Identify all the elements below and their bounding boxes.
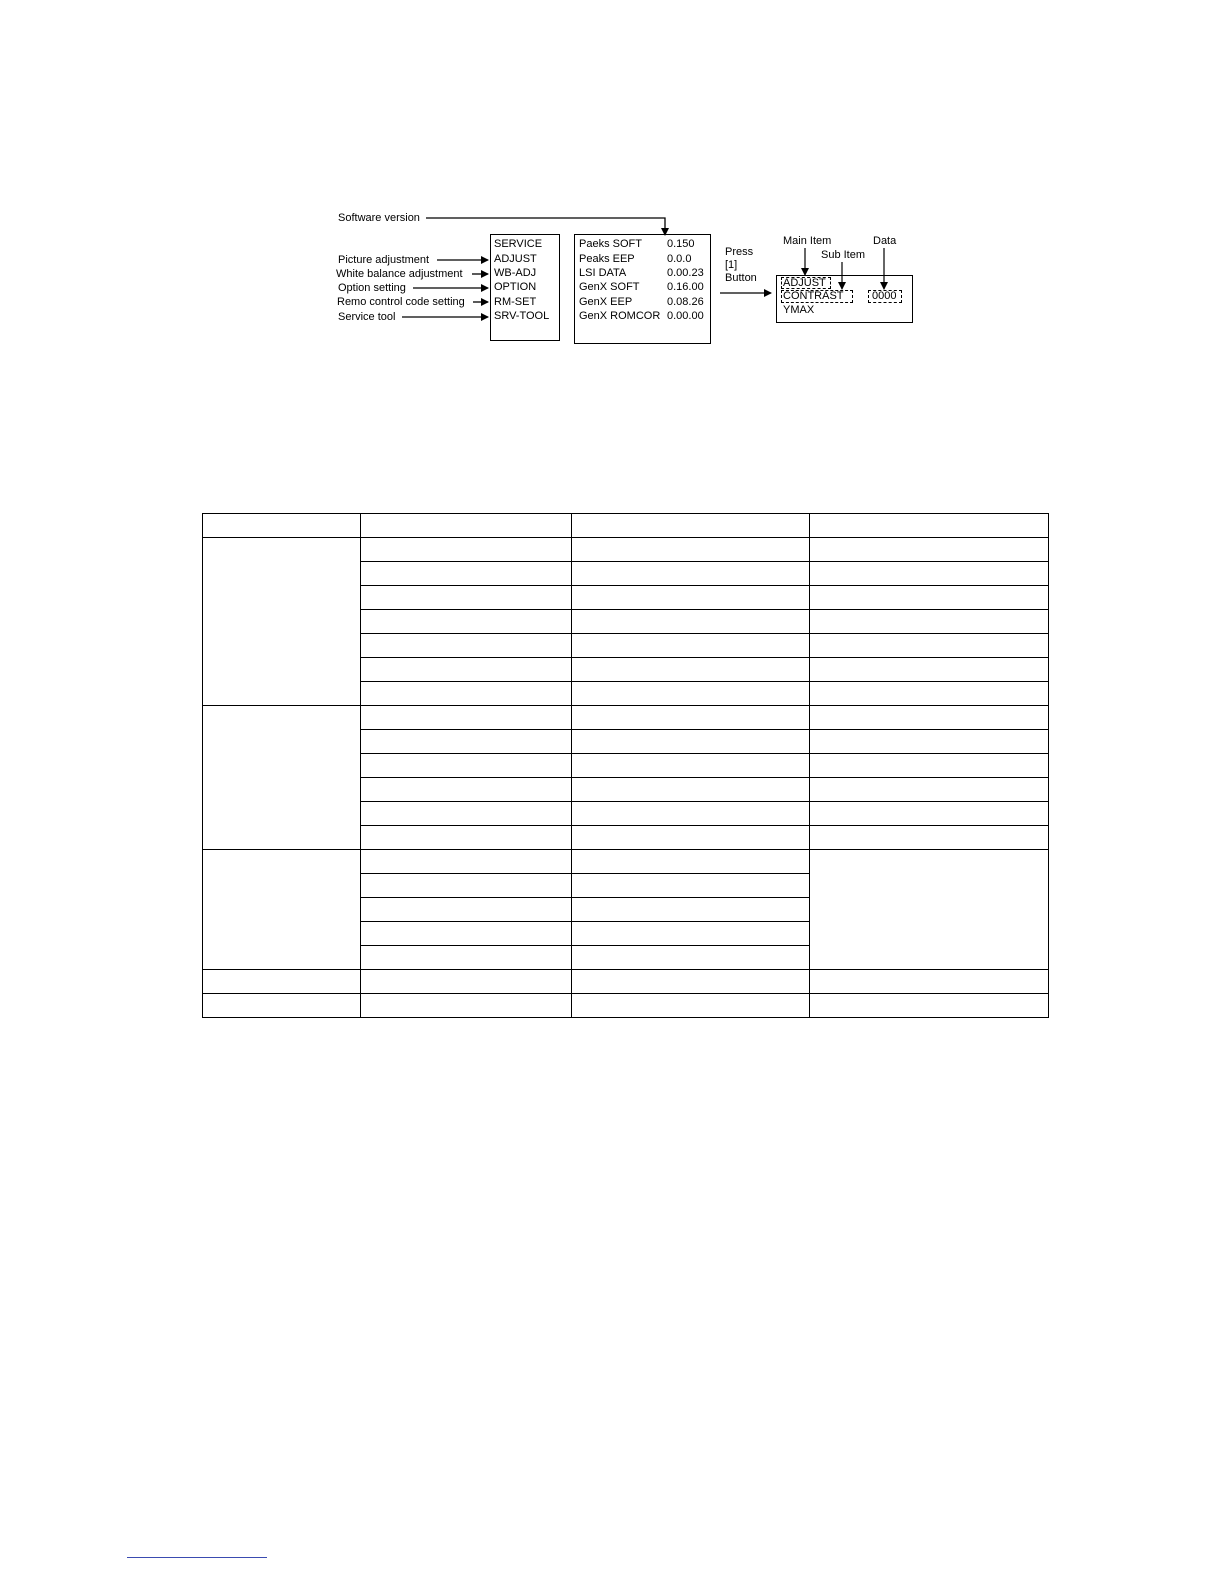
table-row bbox=[203, 994, 1049, 1018]
software-version-arrow bbox=[426, 218, 665, 235]
version-name: LSI DATA bbox=[579, 267, 627, 279]
version-name: GenX ROMCOR bbox=[579, 310, 661, 322]
screen-next-item: YMAX bbox=[783, 304, 815, 316]
screen-main-item: ADJUST bbox=[783, 277, 826, 289]
screen-data: 0000 bbox=[872, 290, 897, 302]
press-key-label: [1] bbox=[725, 259, 738, 271]
option-setting-label: Option setting bbox=[338, 282, 406, 294]
version-value: 0.00.00 bbox=[667, 310, 704, 322]
version-value: 0.150 bbox=[667, 238, 695, 250]
service-tool-label: Service tool bbox=[338, 311, 396, 323]
main-item-label: Main Item bbox=[783, 235, 832, 247]
footer-link-underline bbox=[127, 1557, 267, 1558]
version-name: GenX EEP bbox=[579, 296, 633, 308]
version-name: Peaks EEP bbox=[579, 253, 635, 265]
table-row bbox=[203, 706, 1049, 730]
service-menu-option: OPTION bbox=[494, 281, 537, 293]
version-value: 0.00.23 bbox=[667, 267, 704, 279]
data-label: Data bbox=[873, 235, 897, 247]
service-menu-title: SERVICE bbox=[494, 238, 543, 250]
picture-adjustment-label: Picture adjustment bbox=[338, 254, 430, 266]
press-label: Press bbox=[725, 246, 754, 258]
sub-item-label: Sub Item bbox=[821, 249, 866, 261]
service-menu-rm-set: RM-SET bbox=[494, 296, 537, 308]
remo-control-label: Remo control code setting bbox=[337, 296, 465, 308]
version-name: GenX SOFT bbox=[579, 281, 640, 293]
version-value: 0.0.0 bbox=[667, 253, 692, 265]
service-menu-srv-tool: SRV-TOOL bbox=[494, 310, 550, 322]
service-menu-wb-adj: WB-ADJ bbox=[494, 267, 537, 279]
screen-sub-item: CONTRAST bbox=[783, 290, 844, 302]
table-header-row bbox=[203, 514, 1049, 538]
software-version-label: Software version bbox=[338, 212, 420, 224]
table-row bbox=[203, 538, 1049, 562]
version-value: 0.16.00 bbox=[667, 281, 704, 293]
table-row bbox=[203, 970, 1049, 994]
table-row bbox=[203, 850, 1049, 874]
version-value: 0.08.26 bbox=[667, 296, 704, 308]
white-balance-label: White balance adjustment bbox=[336, 268, 463, 280]
press-button-label: Button bbox=[725, 272, 757, 284]
version-name: Paeks SOFT bbox=[579, 238, 642, 250]
service-menu-adjust: ADJUST bbox=[494, 253, 537, 265]
service-item-table bbox=[202, 513, 1049, 1018]
